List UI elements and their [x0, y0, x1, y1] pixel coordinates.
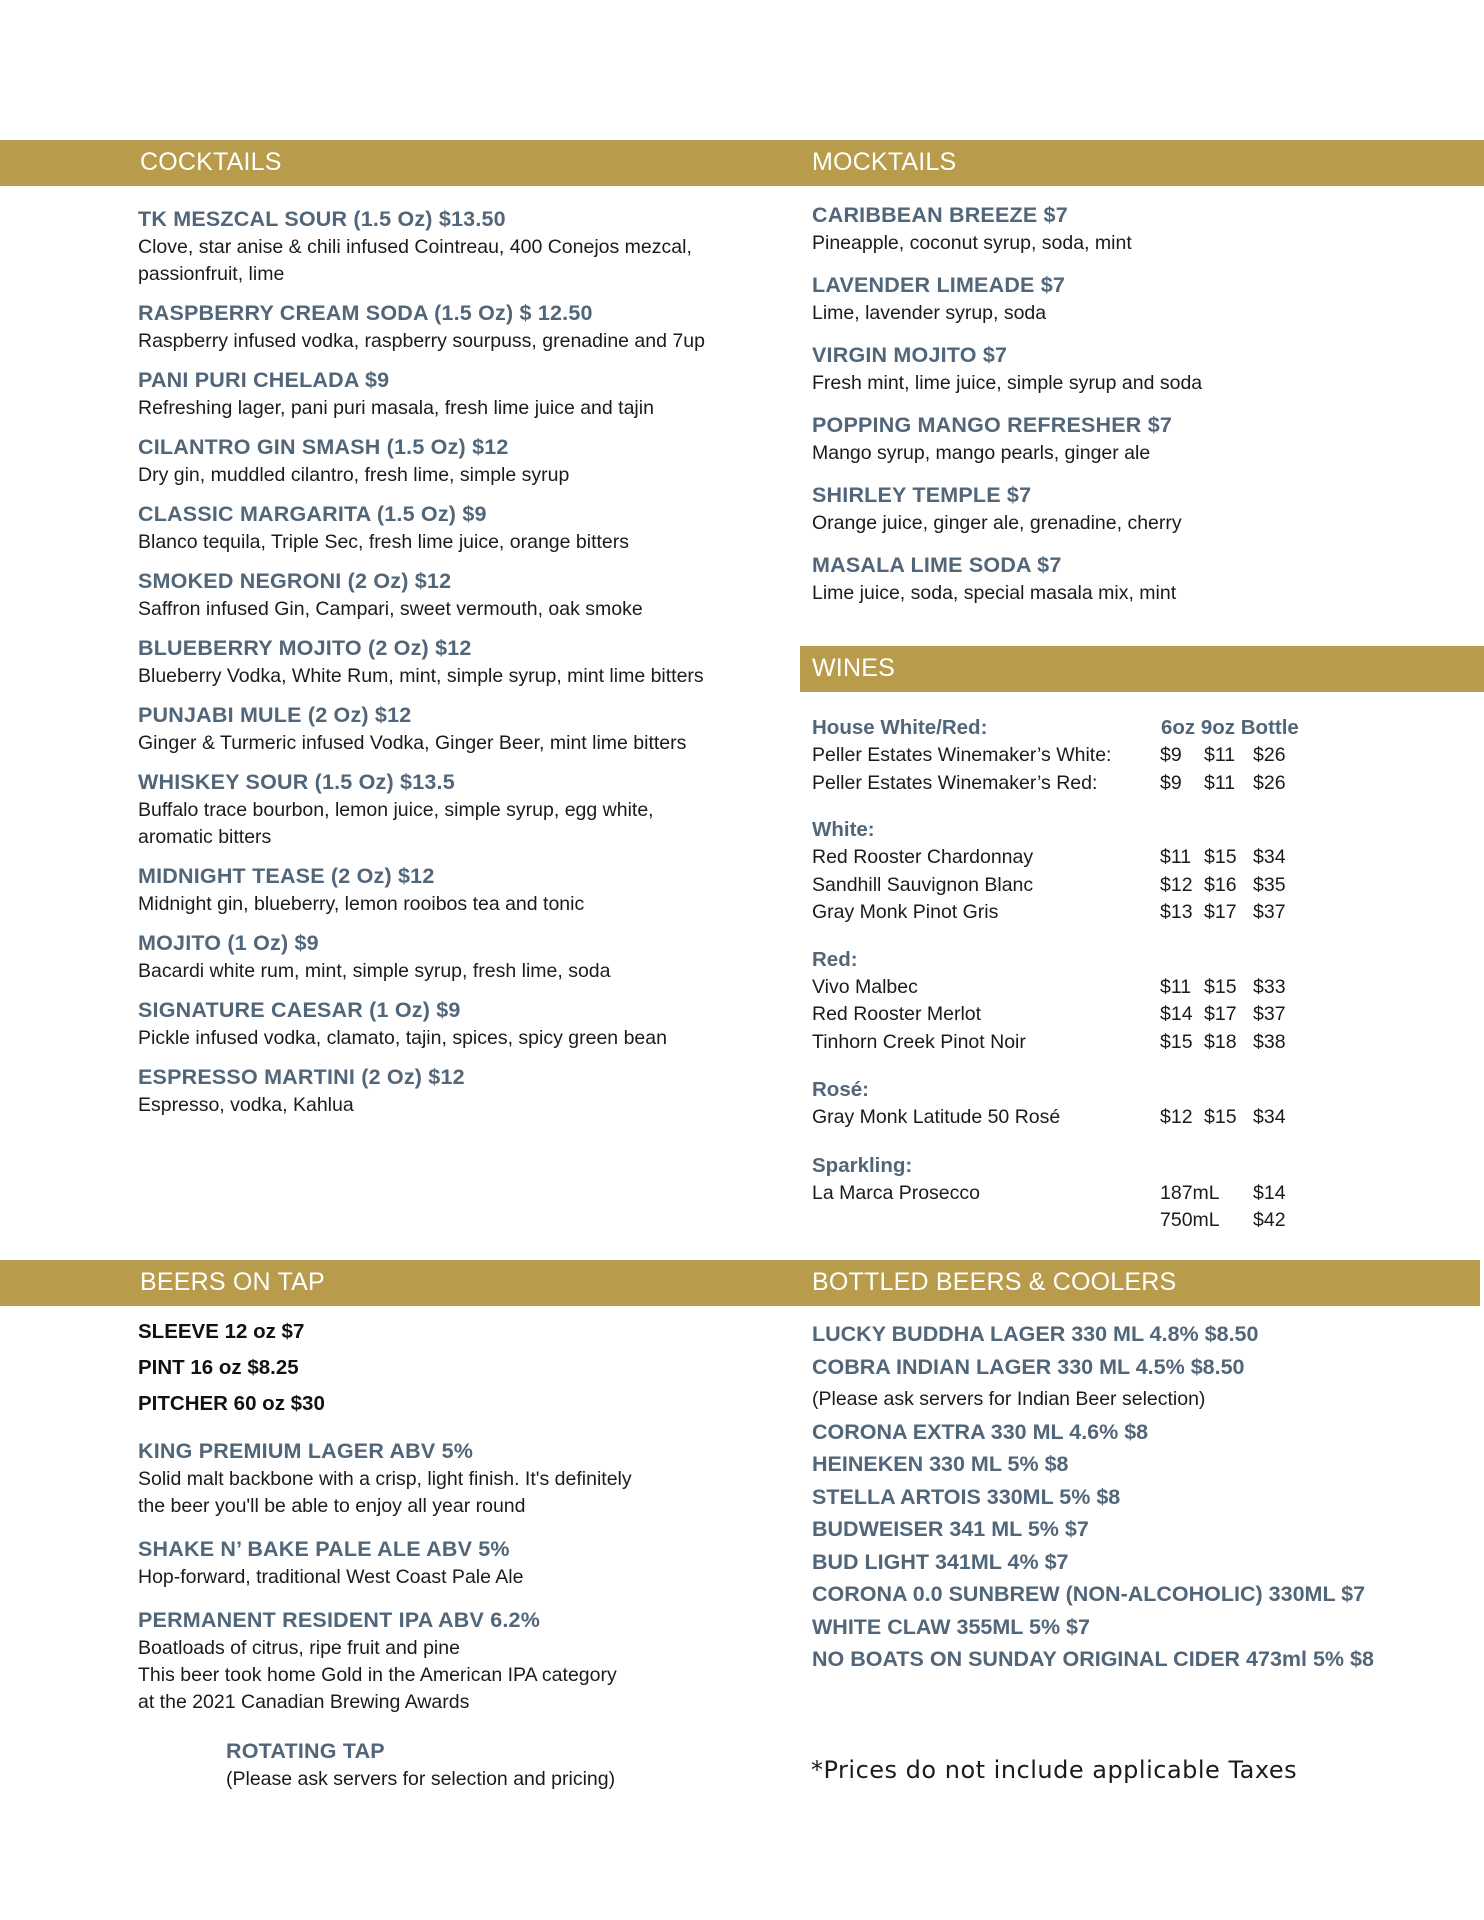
- wine-price-6oz: $11: [1160, 846, 1192, 868]
- item-description: Orange juice, ginger ale, grenadine, cherry: [812, 512, 1182, 534]
- item-name: MASALA LIME SODA $7: [812, 553, 1062, 577]
- item-description: aromatic bitters: [138, 826, 272, 848]
- wine-price-bottle: $37: [1253, 901, 1286, 923]
- item-name: ESPRESSO MARTINI (2 Oz) $12: [138, 1065, 465, 1089]
- menu-item: [138, 204, 778, 288]
- beers-on-tap-list: [138, 1314, 778, 1793]
- wine-row: [812, 1001, 1452, 1029]
- item-name: POPPING MANGO REFRESHER $7: [812, 413, 1173, 437]
- wine-name: La Marca Prosecco: [812, 1181, 980, 1204]
- item-name: WHISKEY SOUR (1.5 Oz) $13.5: [138, 770, 455, 794]
- item-description: Refreshing lager, pani puri masala, fresh lime juice and tajin: [138, 397, 654, 419]
- item-name: SIGNATURE CAESAR (1 Oz) $9: [138, 998, 461, 1022]
- item-description: Hop-forward, traditional West Coast Pale Ale: [138, 1566, 524, 1588]
- bottled-band: [800, 1260, 1480, 1306]
- menu-item: [812, 270, 1452, 327]
- menu-item: [138, 499, 778, 556]
- wine-price-bottle: $35: [1253, 873, 1286, 896]
- wine-name: Tinhorn Creek Pinot Noir: [812, 1030, 1026, 1053]
- wine-price-9oz: $17: [1204, 1003, 1237, 1025]
- wine-name: Peller Estates Winemaker’s White:: [812, 744, 1112, 766]
- item-name: PANI PURI CHELADA $9: [138, 368, 390, 392]
- item-description: Blueberry Vodka, White Rum, mint, simple syrup, mint lime bitters: [138, 665, 704, 687]
- item-name: MOJITO (1 Oz) $9: [138, 931, 319, 955]
- item-name: PUNJABI MULE (2 Oz) $12: [138, 703, 412, 727]
- wine-name: Gray Monk Latitude 50 Rosé: [812, 1106, 1061, 1128]
- menu-item: [812, 480, 1452, 537]
- cocktails-heading: COCKTAILS: [140, 148, 282, 176]
- wine-price-bottle: $26: [1253, 744, 1286, 766]
- wine-size: 187mL: [1160, 1181, 1220, 1204]
- menu-item: [138, 432, 778, 489]
- wine-price-9oz: $11: [1204, 771, 1236, 794]
- wine-row: [812, 844, 1452, 872]
- bottled-item: LUCKY BUDDHA LAGER 330 ML 4.8% $8.50: [812, 1322, 1259, 1346]
- menu-item: [812, 340, 1452, 397]
- mocktails-list: [812, 200, 1452, 620]
- item-name: SHAKE N’ BAKE PALE ALE ABV 5%: [138, 1537, 510, 1561]
- wine-size: 750mL: [1160, 1209, 1220, 1231]
- wine-row: [812, 1104, 1452, 1132]
- wine-row: [812, 899, 1452, 927]
- item-description: Mango syrup, mango pearls, ginger ale: [812, 442, 1151, 464]
- item-description: Lime, lavender syrup, soda: [812, 302, 1047, 324]
- wine-price-6oz: $14: [1160, 1003, 1193, 1025]
- bottled-item: HEINEKEN 330 ML 5% $8: [812, 1452, 1069, 1476]
- item-name: VIRGIN MOJITO $7: [812, 343, 1008, 367]
- menu-item: [138, 700, 778, 757]
- item-description: Pineapple, coconut syrup, soda, mint: [812, 232, 1132, 254]
- wine-row: [812, 742, 1452, 770]
- wine-price-6oz: $13: [1160, 901, 1193, 923]
- menu-item: [138, 298, 778, 355]
- rotating-tap-name: ROTATING TAP: [226, 1739, 385, 1763]
- wine-price-9oz: $15: [1204, 975, 1237, 998]
- item-description: Clove, star anise & chili infused Cointreau, 400 Conejos mezcal,: [138, 236, 692, 258]
- wine-price-bottle: $33: [1253, 975, 1286, 998]
- tax-note: *Prices do not include applicable Taxes: [811, 1756, 1298, 1784]
- menu-item: [138, 1534, 778, 1591]
- wine-name: Peller Estates Winemaker’s Red:: [812, 771, 1098, 794]
- menu-item: [138, 861, 778, 918]
- wine-price-9oz: $15: [1204, 1106, 1237, 1128]
- menu-item: [138, 1605, 778, 1716]
- rotating-tap-desc: (Please ask servers for selection and pricing): [226, 1768, 616, 1790]
- item-description: passionfruit, lime: [138, 263, 285, 285]
- wine-price-9oz: $15: [1204, 846, 1237, 868]
- menu-item: [138, 365, 778, 422]
- item-description: Pickle infused vodka, clamato, tajin, spices, spicy green bean: [138, 1027, 667, 1049]
- bottled-item: WHITE CLAW 355ML 5% $7: [812, 1614, 1090, 1639]
- wine-house-label: House White/Red:: [812, 716, 988, 739]
- wine-price-9oz: $17: [1204, 901, 1237, 923]
- cocktails-list: [138, 204, 778, 1129]
- wine-row-sparkling: [812, 1180, 1452, 1208]
- menu-item: [812, 410, 1452, 467]
- wine-row: [812, 974, 1452, 1002]
- item-description: Dry gin, muddled cilantro, fresh lime, simple syrup: [138, 464, 570, 486]
- item-name: RASPBERRY CREAM SODA (1.5 Oz) $ 12.50: [138, 301, 593, 325]
- wine-price-6oz: $12: [1160, 873, 1193, 896]
- wine-price-6oz: $15: [1160, 1030, 1193, 1053]
- bottled-item: BUDWEISER 341 ML 5% $7: [812, 1517, 1089, 1541]
- item-description: Raspberry infused vodka, raspberry sourpuss, grenadine and 7up: [138, 330, 705, 352]
- menu-item: [138, 633, 778, 690]
- tap-size: SLEEVE 12 oz $7: [138, 1320, 305, 1343]
- item-description: This beer took home Gold in the American IPA category: [138, 1664, 617, 1686]
- item-description: Espresso, vodka, Kahlua: [138, 1094, 354, 1116]
- wines-heading: WINES: [812, 654, 895, 682]
- bottled-item: STELLA ARTOIS 330ML 5% $8: [812, 1484, 1121, 1509]
- item-name: LAVENDER LIMEADE $7: [812, 273, 1066, 297]
- item-description: Ginger & Turmeric infused Vodka, Ginger Beer, mint lime bitters: [138, 732, 687, 754]
- bottled-item: COBRA INDIAN LAGER 330 ML 4.5% $8.50: [812, 1354, 1245, 1379]
- wine-row: [812, 1029, 1452, 1057]
- wine-name: Red Rooster Chardonnay: [812, 846, 1034, 868]
- tap-size: PINT 16 oz $8.25: [138, 1356, 299, 1379]
- menu-item: [812, 550, 1452, 607]
- cocktails-band: [0, 140, 800, 186]
- tap-size: PITCHER 60 oz $30: [138, 1392, 325, 1415]
- mocktails-band: [800, 140, 1484, 186]
- wine-name: Gray Monk Pinot Gris: [812, 901, 999, 923]
- item-description: Solid malt backbone with a crisp, light finish. It's definitely: [138, 1468, 632, 1490]
- wine-size-header: 6oz 9oz Bottle: [1161, 716, 1299, 739]
- item-description: Buffalo trace bourbon, lemon juice, simple syrup, egg white,: [138, 799, 654, 821]
- wine-price-6oz: $9: [1160, 744, 1182, 766]
- item-description: the beer you'll be able to enjoy all year round: [138, 1495, 526, 1517]
- item-description: Bacardi white rum, mint, simple syrup, fresh lime, soda: [138, 960, 611, 982]
- item-description: Boatloads of citrus, ripe fruit and pine: [138, 1637, 460, 1659]
- wine-price-9oz: $11: [1204, 744, 1236, 766]
- wine-row: [812, 770, 1452, 798]
- bottled-item: CORONA 0.0 SUNBREW (NON-ALCOHOLIC) 330ML $7: [812, 1582, 1366, 1606]
- menu-item: [138, 928, 778, 985]
- mocktails-heading: MOCKTAILS: [812, 148, 957, 176]
- menu-item: [812, 200, 1452, 257]
- item-description: Saffron infused Gin, Campari, sweet vermouth, oak smoke: [138, 598, 643, 620]
- beers-on-tap-band: [0, 1260, 800, 1306]
- wine-price-6oz: $9: [1160, 771, 1182, 794]
- item-description: Blanco tequila, Triple Sec, fresh lime juice, orange bitters: [138, 531, 629, 553]
- item-name: SHIRLEY TEMPLE $7: [812, 483, 1032, 507]
- bottled-item: NO BOATS ON SUNDAY ORIGINAL CIDER 473ml 5% $8: [812, 1647, 1374, 1671]
- wine-price-9oz: $16: [1204, 873, 1237, 896]
- item-name: BLUEBERRY MOJITO (2 Oz) $12: [138, 636, 472, 660]
- wine-price-bottle: $38: [1253, 1030, 1286, 1053]
- item-name: CILANTRO GIN SMASH (1.5 Oz) $12: [138, 435, 509, 459]
- menu-item: [138, 995, 778, 1052]
- wine-price-bottle: $34: [1253, 846, 1286, 868]
- beers-on-tap-heading: BEERS ON TAP: [140, 1268, 325, 1296]
- wine-price-6oz: $11: [1160, 975, 1192, 998]
- wine-name: Vivo Malbec: [812, 975, 918, 998]
- wine-name: Sandhill Sauvignon Blanc: [812, 873, 1034, 896]
- item-name: KING PREMIUM LAGER ABV 5%: [138, 1439, 474, 1463]
- item-name: CLASSIC MARGARITA (1.5 Oz) $9: [138, 502, 487, 526]
- item-description: Fresh mint, lime juice, simple syrup and soda: [812, 372, 1203, 394]
- wine-rose-label: Rosé:: [812, 1078, 869, 1101]
- wine-row: [812, 872, 1452, 900]
- wine-price: $14: [1253, 1181, 1286, 1204]
- wine-red-label: Red:: [812, 947, 858, 971]
- wine-price: $42: [1253, 1209, 1286, 1231]
- bottled-item: BUD LIGHT 341ML 4% $7: [812, 1549, 1069, 1574]
- wine-price-bottle: $26: [1253, 771, 1286, 794]
- item-name: MIDNIGHT TEASE (2 Oz) $12: [138, 864, 435, 888]
- menu-item: [138, 767, 778, 851]
- bottled-list: [812, 1318, 1472, 1676]
- bottled-item: CORONA EXTRA 330 ML 4.6% $8: [812, 1419, 1149, 1444]
- wine-white-label: White:: [812, 818, 875, 841]
- wine-price-bottle: $34: [1253, 1106, 1286, 1128]
- bottled-heading: BOTTLED BEERS & COOLERS: [812, 1268, 1177, 1296]
- wine-name: Red Rooster Merlot: [812, 1003, 982, 1025]
- wine-price-9oz: $18: [1204, 1030, 1237, 1053]
- menu-item: [138, 1062, 778, 1119]
- wines-list: [812, 714, 1452, 1235]
- item-name: TK MESZCAL SOUR (1.5 Oz) $13.50: [138, 207, 506, 231]
- wine-price-6oz: $12: [1160, 1106, 1193, 1128]
- item-description: at the 2021 Canadian Brewing Awards: [138, 1691, 470, 1713]
- item-name: CARIBBEAN BREEZE $7: [812, 203, 1068, 227]
- item-description: Midnight gin, blueberry, lemon rooibos tea and tonic: [138, 893, 585, 915]
- bottled-note: (Please ask servers for Indian Beer selection): [812, 1388, 1206, 1410]
- menu-item: [138, 1436, 778, 1520]
- wine-price-bottle: $37: [1253, 1003, 1286, 1025]
- wine-sparkling-label: Sparkling:: [812, 1153, 913, 1177]
- menu-item: [138, 566, 778, 623]
- wine-row-sparkling-large: [812, 1207, 1452, 1235]
- item-name: PERMANENT RESIDENT IPA ABV 6.2%: [138, 1608, 541, 1632]
- item-description: Lime juice, soda, special masala mix, mint: [812, 582, 1177, 604]
- item-name: SMOKED NEGRONI (2 Oz) $12: [138, 569, 452, 593]
- wines-band: [800, 646, 1484, 692]
